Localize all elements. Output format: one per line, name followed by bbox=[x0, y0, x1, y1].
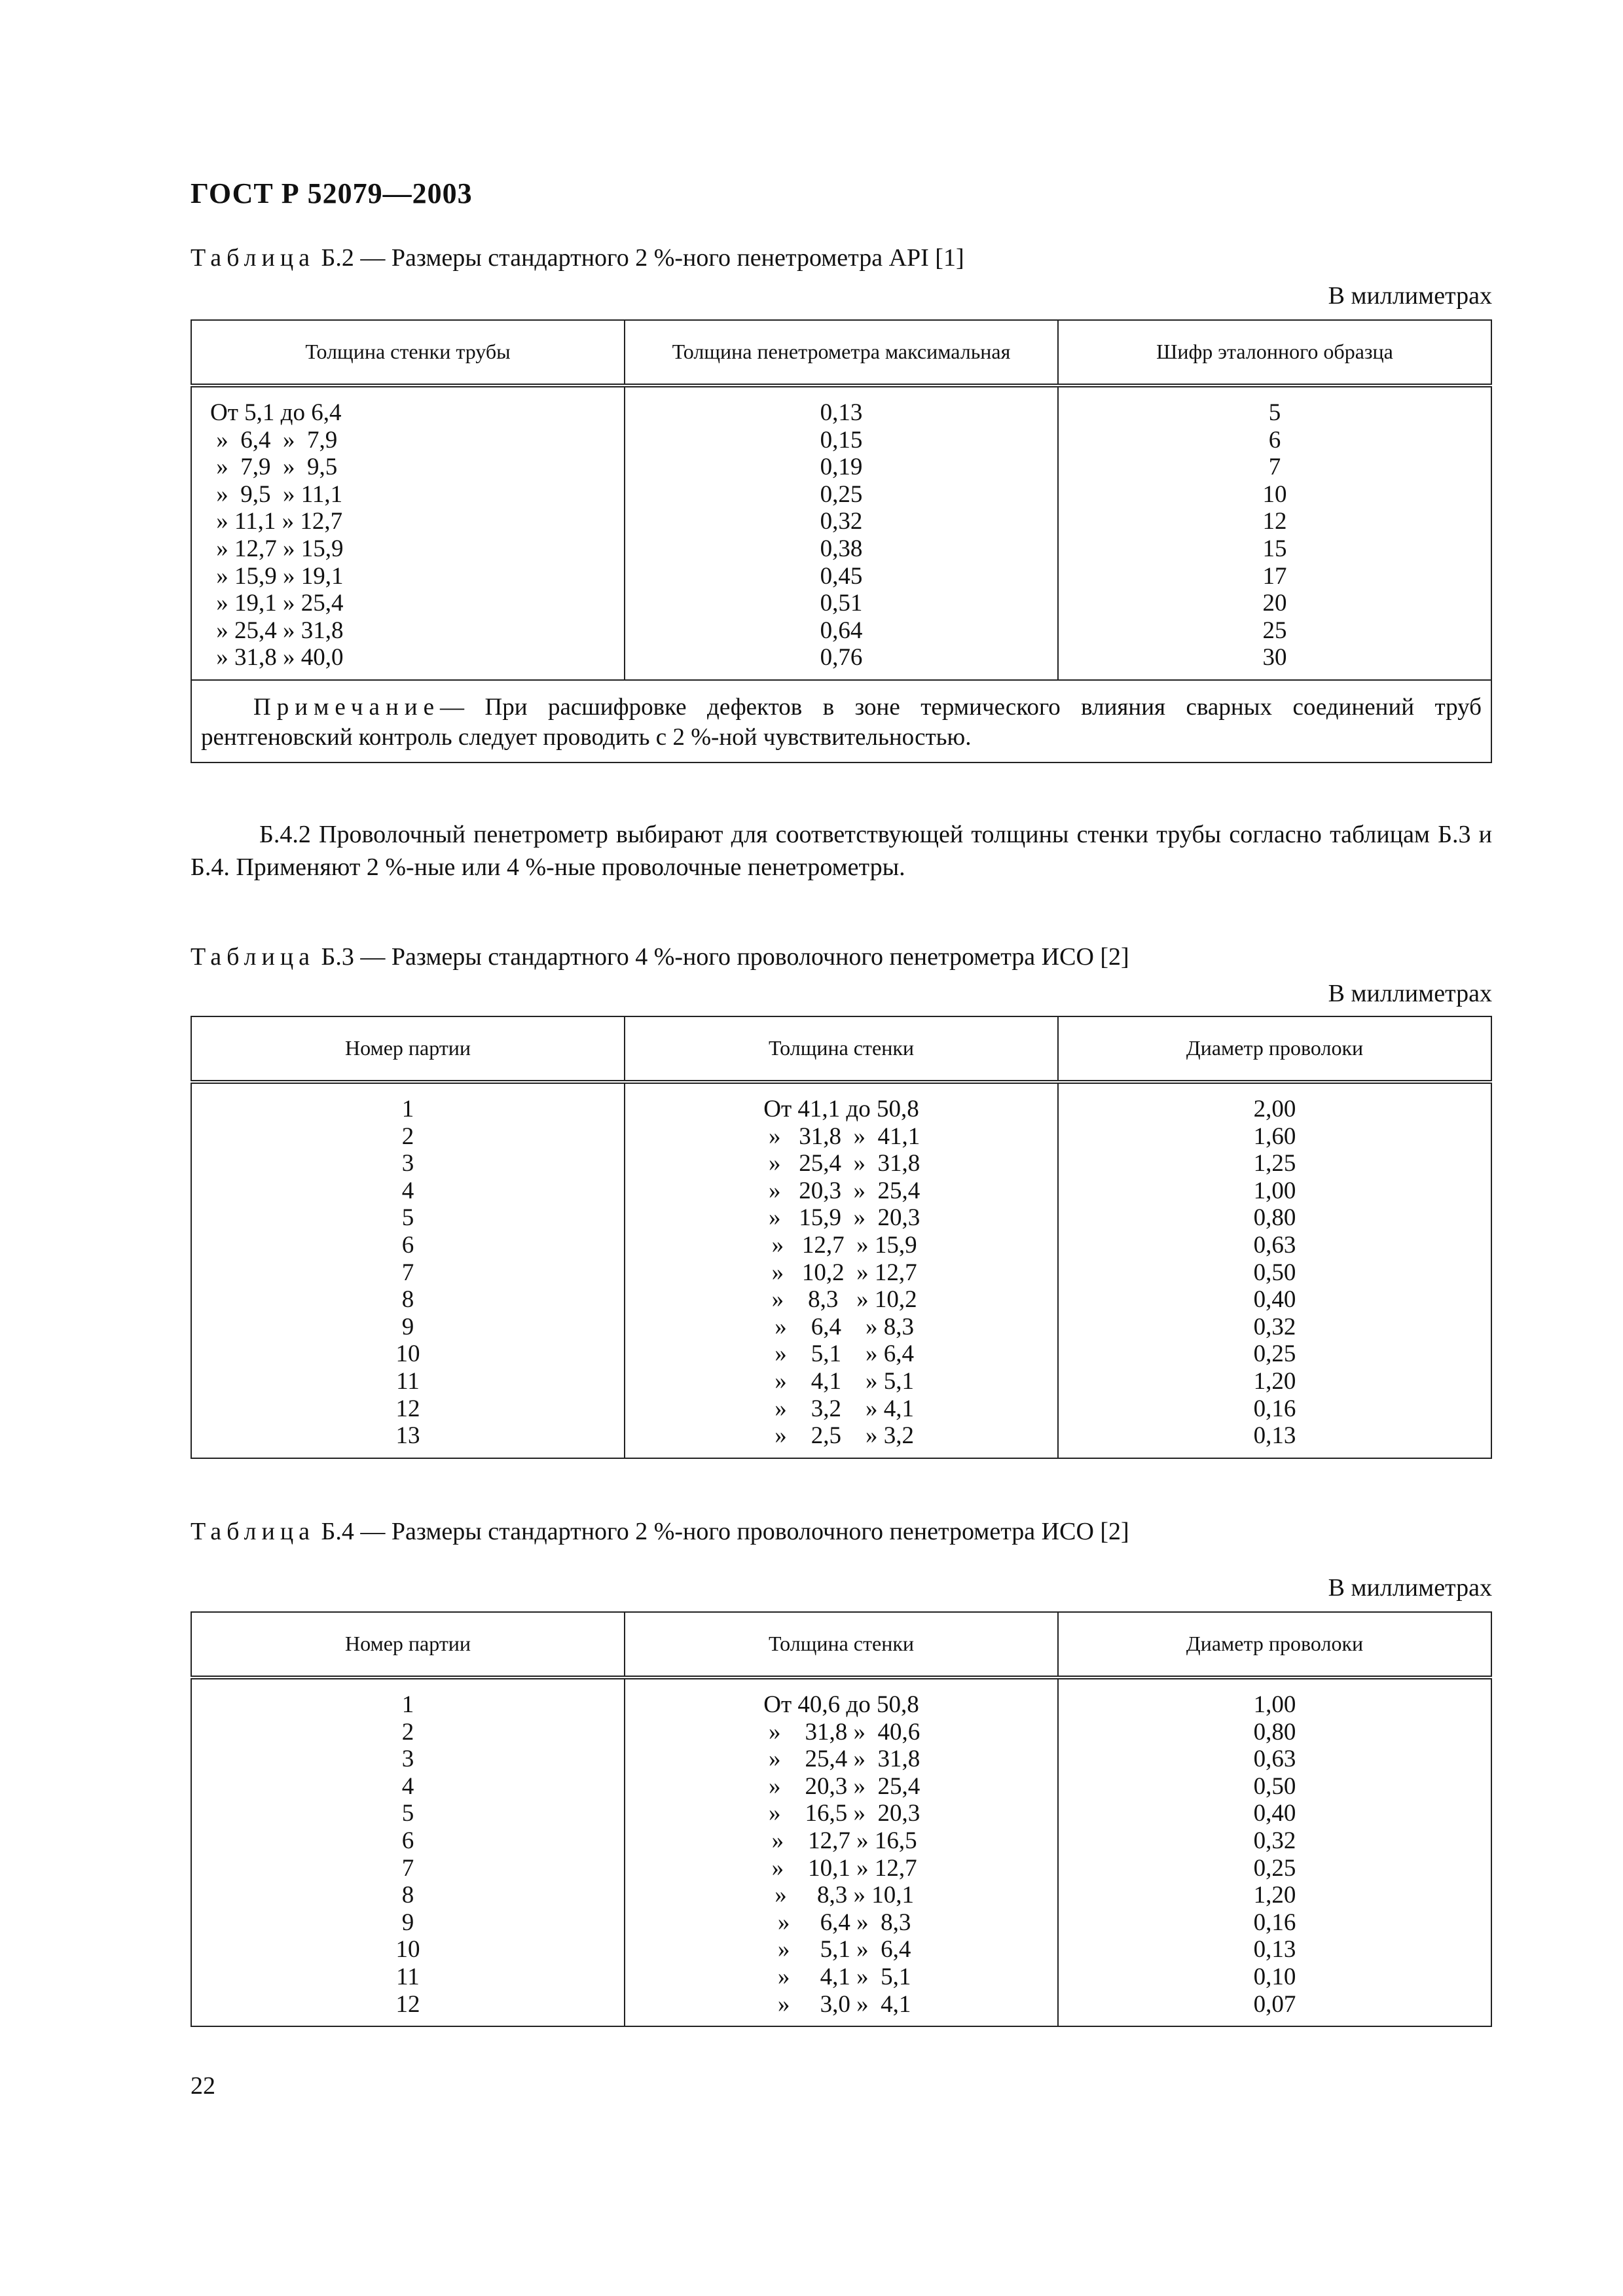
table-cell: 1,20 bbox=[1253, 1367, 1296, 1395]
table-cell: 0,40 bbox=[1253, 1286, 1296, 1314]
table-b2-col-wall bbox=[191, 386, 625, 680]
table-cell: От 40,6 до 50,8 bbox=[763, 1691, 919, 1718]
table-cell: От 41,1 до 50,8 bbox=[763, 1096, 919, 1122]
document-code: ГОСТ Р 52079—2003 bbox=[191, 177, 473, 209]
table-cell: » 3,2 » 4,1 bbox=[769, 1395, 914, 1422]
table-cell: 0,10 bbox=[1253, 1963, 1296, 1990]
table-b4-body bbox=[191, 1677, 1491, 2026]
table-cell: 0,76 bbox=[820, 644, 863, 672]
table-cell: 0,40 bbox=[1253, 1800, 1296, 1827]
table-cell: 5 bbox=[401, 1800, 414, 1827]
table-cell: 4 bbox=[401, 1177, 414, 1204]
table-cell: 6 bbox=[401, 1827, 414, 1854]
table-cell: » 19,1 » 25,4 bbox=[210, 590, 344, 617]
table-cell: » 5,1 » 6,4 bbox=[771, 1936, 911, 1964]
table-cell: 25 bbox=[1262, 617, 1287, 644]
table-cell: 1 bbox=[401, 1691, 414, 1718]
table-b3-col-wall bbox=[625, 1082, 1058, 1458]
table-cell: 0,38 bbox=[820, 535, 863, 562]
table-cell: » 12,7 » 16,5 bbox=[765, 1827, 917, 1854]
table-b3-header-diameter: Диаметр проволоки bbox=[1058, 1016, 1491, 1082]
table-cell: 0,80 bbox=[1253, 1204, 1296, 1232]
table-cell: 6 bbox=[1268, 426, 1281, 454]
table-cell: 0,45 bbox=[820, 562, 863, 590]
table-cell: 2 bbox=[401, 1122, 414, 1150]
table-cell: 13 bbox=[395, 1422, 420, 1450]
table-cell: 0,64 bbox=[820, 617, 863, 644]
table-b2-note bbox=[191, 680, 1491, 762]
table-b3-body bbox=[191, 1082, 1491, 1458]
table-cell: » 2,5 » 3,2 bbox=[769, 1422, 914, 1450]
table-cell: 0,32 bbox=[820, 508, 863, 535]
table-cell: 3 bbox=[401, 1150, 414, 1177]
table-cell: 0,16 bbox=[1253, 1395, 1296, 1422]
table-cell: » 31,8 » 41,1 bbox=[762, 1122, 921, 1150]
table-cell: 1,00 bbox=[1253, 1691, 1296, 1718]
table-b3-header-wall: Толщина стенки bbox=[625, 1016, 1058, 1082]
table-b2-col-code bbox=[1058, 386, 1491, 680]
table-cell: 6 bbox=[401, 1231, 414, 1259]
table-cell: 0,51 bbox=[820, 590, 863, 617]
table-b4 bbox=[191, 1611, 1492, 2027]
page-number: 22 bbox=[191, 2072, 215, 2100]
table-b2-note-label: Примечание bbox=[253, 693, 440, 721]
table-cell: » 6,4 » 8,3 bbox=[771, 1909, 911, 1936]
table-b4-col-wall bbox=[625, 1677, 1058, 2026]
table-cell: 0,50 bbox=[1253, 1259, 1296, 1286]
table-b3-caption bbox=[191, 942, 1129, 971]
table-cell: 0,15 bbox=[820, 426, 863, 454]
table-cell: 1 bbox=[401, 1096, 414, 1122]
table-cell: 5 bbox=[401, 1204, 414, 1232]
table-b4-header-batch: Номер партии bbox=[191, 1612, 625, 1677]
table-b2-header-penetrometer: Толщина пенетрометра максимальная bbox=[625, 320, 1058, 386]
table-b4-caption bbox=[191, 1517, 1129, 1546]
table-b2-header-code: Шифр эталонного образца bbox=[1058, 320, 1491, 386]
table-b4-caption-prefix: Таблица bbox=[191, 1518, 316, 1545]
table-cell: 30 bbox=[1262, 644, 1287, 672]
table-cell: » 11,1 » 12,7 bbox=[210, 508, 343, 535]
table-cell: » 31,8 » 40,0 bbox=[210, 644, 344, 672]
table-cell: 10 bbox=[1262, 480, 1287, 508]
table-cell: 0,25 bbox=[1253, 1854, 1296, 1882]
table-cell: 12 bbox=[1262, 508, 1287, 535]
table-b2-header-wall: Толщина стенки трубы bbox=[191, 320, 625, 386]
table-b4-header-diameter: Диаметр проволоки bbox=[1058, 1612, 1491, 1677]
table-cell: 0,07 bbox=[1253, 1990, 1296, 2018]
table-cell: 0,16 bbox=[1253, 1909, 1296, 1936]
table-cell: 7 bbox=[1268, 454, 1281, 481]
table-cell: » 4,1 » 5,1 bbox=[769, 1367, 914, 1395]
table-cell: 1,20 bbox=[1253, 1882, 1296, 1909]
table-cell: 2 bbox=[401, 1718, 414, 1746]
table-cell: » 9,5 » 11,1 bbox=[210, 480, 343, 508]
table-b3-col-diameter bbox=[1058, 1082, 1491, 1458]
table-b4-col-batch bbox=[191, 1677, 625, 2026]
table-cell: 20 bbox=[1262, 590, 1287, 617]
table-cell: 10 bbox=[395, 1936, 420, 1964]
table-cell: 8 bbox=[401, 1286, 414, 1314]
table-cell: 0,32 bbox=[1253, 1313, 1296, 1340]
table-cell: » 25,4 » 31,8 bbox=[762, 1150, 921, 1177]
table-b3-caption-text: Б.3 — Размеры стандартного 4 %-ного проволочного пенетрометра ИСО [2] bbox=[315, 943, 1129, 971]
table-cell: » 20,3 » 25,4 bbox=[762, 1772, 921, 1800]
table-cell: » 5,1 » 6,4 bbox=[769, 1340, 914, 1368]
table-cell: » 15,9 » 20,3 bbox=[762, 1204, 921, 1232]
table-cell: 11 bbox=[396, 1367, 420, 1395]
table-cell: 7 bbox=[401, 1854, 414, 1882]
table-cell: » 16,5 » 20,3 bbox=[762, 1800, 921, 1827]
table-cell: » 20,3 » 25,4 bbox=[762, 1177, 921, 1204]
table-cell: 9 bbox=[401, 1313, 414, 1340]
table-b3-units: В миллиметрах bbox=[1328, 980, 1492, 1007]
table-cell: 0,32 bbox=[1253, 1827, 1296, 1854]
table-cell: 9 bbox=[401, 1909, 414, 1936]
table-cell: 17 bbox=[1262, 562, 1287, 590]
table-b2 bbox=[191, 319, 1492, 763]
table-b3-caption-prefix: Таблица bbox=[191, 943, 316, 971]
table-b4-header-wall: Толщина стенки bbox=[625, 1612, 1058, 1677]
paragraph-b42-text: Б.4.2 Проволочный пенетрометр выбирают для соответствующей толщины стенки трубы согласно таблицам Б.3 и Б.4. Применяют 2 %-ные или 4 %-ные проволочные пенетрометры. bbox=[191, 821, 1492, 881]
table-cell: 0,25 bbox=[820, 480, 863, 508]
table-cell: 4 bbox=[401, 1772, 414, 1800]
table-b2-units: В миллиметрах bbox=[1328, 282, 1492, 310]
table-b2-caption-text: Б.2 — Размеры стандартного 2 %-ного пенетрометра API [1] bbox=[315, 244, 964, 272]
table-cell: » 8,3 » 10,2 bbox=[765, 1286, 917, 1314]
table-cell: 7 bbox=[401, 1259, 414, 1286]
table-cell: 12 bbox=[395, 1990, 420, 2018]
table-cell: » 25,4 » 31,8 bbox=[762, 1746, 921, 1773]
table-b2-caption bbox=[191, 243, 964, 272]
table-b4-units: В миллиметрах bbox=[1328, 1574, 1492, 1602]
table-cell: 0,50 bbox=[1253, 1772, 1296, 1800]
table-cell: 3 bbox=[401, 1746, 414, 1773]
table-cell: » 7,9 » 9,5 bbox=[210, 454, 338, 481]
table-cell: 11 bbox=[396, 1963, 420, 1990]
table-cell: » 3,0 » 4,1 bbox=[771, 1990, 911, 2018]
table-cell: » 12,7 » 15,9 bbox=[210, 535, 344, 562]
table-cell: » 6,4 » 7,9 bbox=[210, 426, 338, 454]
table-b3-header-batch: Номер партии bbox=[191, 1016, 625, 1082]
table-b3 bbox=[191, 1016, 1492, 1459]
paragraph-b42 bbox=[191, 818, 1492, 884]
table-cell: » 31,8 » 40,6 bbox=[762, 1718, 921, 1746]
table-b2-note-text: — При расшифровке дефектов в зоне термического влияния сварных соединений труб рентгеновский контроль следует проводить с 2 %-ной чувствительностью. bbox=[201, 693, 1482, 751]
table-b2-col-penetrometer bbox=[625, 386, 1058, 680]
table-cell: 0,63 bbox=[1253, 1231, 1296, 1259]
table-cell: 12 bbox=[395, 1395, 420, 1422]
table-cell: От 5,1 до 6,4 bbox=[210, 399, 342, 426]
table-b2-body bbox=[191, 386, 1491, 680]
table-b2-caption-prefix: Таблица bbox=[191, 244, 316, 272]
table-cell: » 12,7 » 15,9 bbox=[765, 1231, 917, 1259]
table-cell: 0,13 bbox=[1253, 1422, 1296, 1450]
table-cell: 0,80 bbox=[1253, 1718, 1296, 1746]
table-cell: » 6,4 » 8,3 bbox=[769, 1313, 914, 1340]
table-cell: » 10,1 » 12,7 bbox=[765, 1854, 917, 1882]
table-cell: » 25,4 » 31,8 bbox=[210, 617, 344, 644]
table-b3-col-batch bbox=[191, 1082, 625, 1458]
table-cell: 1,00 bbox=[1253, 1177, 1296, 1204]
table-cell: 2,00 bbox=[1253, 1096, 1296, 1122]
table-cell: 15 bbox=[1262, 535, 1287, 562]
table-cell: 0,13 bbox=[1253, 1936, 1296, 1964]
table-b4-caption-text: Б.4 — Размеры стандартного 2 %-ного проволочного пенетрометра ИСО [2] bbox=[315, 1518, 1129, 1545]
table-cell: » 15,9 » 19,1 bbox=[210, 562, 344, 590]
table-cell: » 10,2 » 12,7 bbox=[765, 1259, 917, 1286]
table-cell: » 8,3 » 10,1 bbox=[769, 1882, 914, 1909]
table-cell: 1,60 bbox=[1253, 1122, 1296, 1150]
table-cell: 5 bbox=[1268, 399, 1281, 426]
table-cell: 0,25 bbox=[1253, 1340, 1296, 1368]
table-cell: 0,13 bbox=[820, 399, 863, 426]
table-b4-col-diameter bbox=[1058, 1677, 1491, 2026]
table-cell: 10 bbox=[395, 1340, 420, 1368]
table-cell: 0,63 bbox=[1253, 1746, 1296, 1773]
table-cell: 1,25 bbox=[1253, 1150, 1296, 1177]
table-cell: 0,19 bbox=[820, 454, 863, 481]
table-cell: 8 bbox=[401, 1882, 414, 1909]
table-cell: » 4,1 » 5,1 bbox=[771, 1963, 911, 1990]
